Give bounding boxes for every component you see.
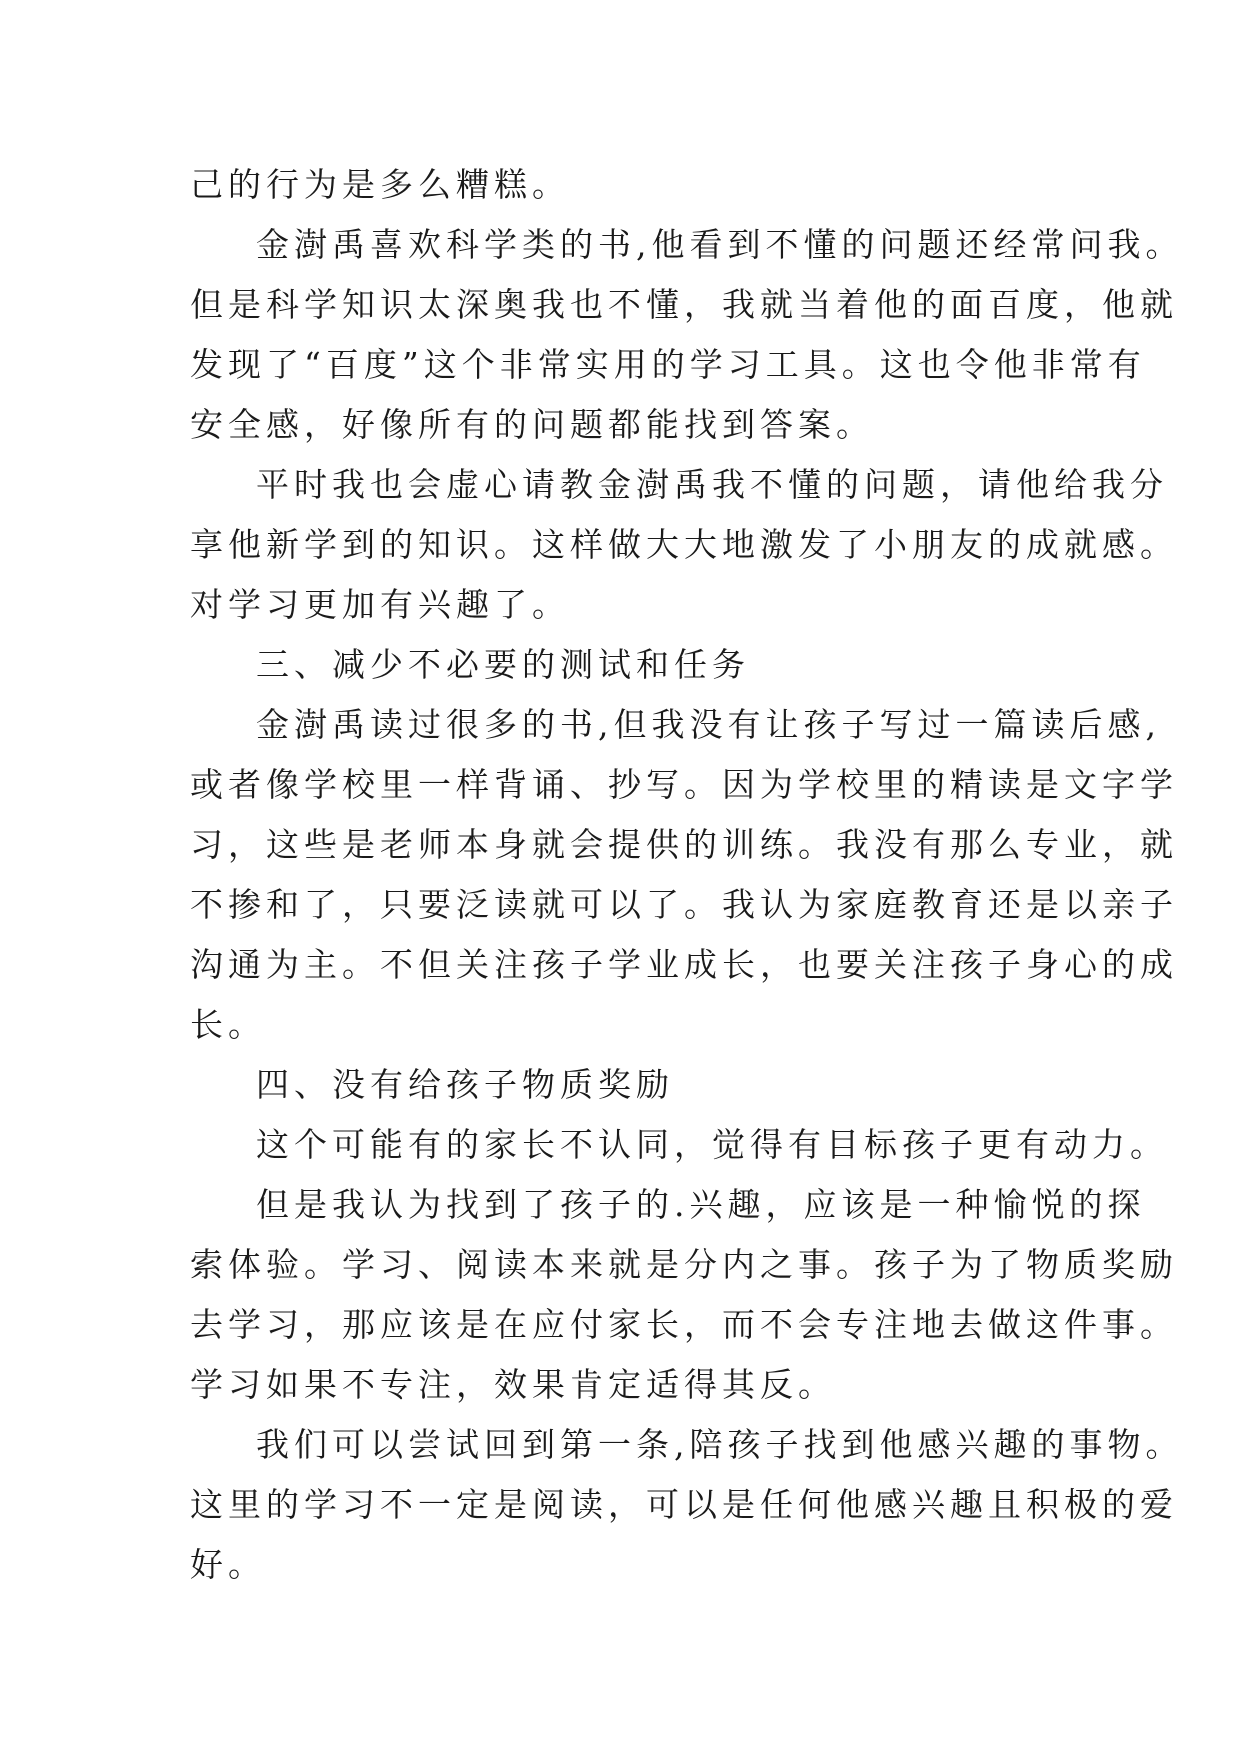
paragraph-start-line: 金澍禹喜欢科学类的书,他看到不懂的问题还经常问我。 [256,225,1184,264]
text-line: 索体验。学习、阅读本来就是分内之事。孩子为了物质奖励 [190,1245,1178,1284]
text-line: 对学习更加有兴趣了。 [190,585,570,624]
text-line: 沟通为主。不但关注孩子学业成长，也要关注孩子身心的成 [190,945,1178,984]
text-line: 己的行为是多么糟糕。 [190,165,570,204]
text-line: 安全感，好像所有的问题都能找到答案。 [190,405,874,444]
text-line: 习，这些是老师本身就会提供的训练。我没有那么专业，就 [190,825,1178,864]
paragraph-start-line: 我们可以尝试回到第一条,陪孩子找到他感兴趣的事物。 [256,1425,1184,1464]
body-text [190,155,1184,1595]
section-heading-3: 三、减少不必要的测试和任务 [256,645,750,684]
text-line: 好。 [190,1545,266,1584]
paragraph-start-line: 平时我也会虚心请教金澍禹我不懂的问题，请他给我分 [256,465,1168,504]
paragraph-start-line: 金澍禹读过很多的书,但我没有让孩子写过一篇读后感, [256,705,1161,744]
section-heading-4: 四、没有给孩子物质奖励 [256,1065,674,1104]
text-line: 但是科学知识太深奥我也不懂，我就当着他的面百度，他就 [190,285,1178,324]
text-line: 或者像学校里一样背诵、抄写。因为学校里的精读是文字学 [190,765,1178,804]
text-line: 不掺和了，只要泛读就可以了。我认为家庭教育还是以亲子 [190,885,1178,924]
text-line: 享他新学到的知识。这样做大大地激发了小朋友的成就感。 [190,525,1178,564]
text-line: 这里的学习不一定是阅读，可以是任何他感兴趣且积极的爱 [190,1485,1178,1524]
paragraph-start-line: 但是我认为找到了孩子的.兴趣，应该是一种愉悦的探 [256,1185,1146,1224]
text-line: 学习如果不专注，效果肯定适得其反。 [190,1365,836,1404]
text-line: 发现了“百度”这个非常实用的学习工具。这也令他非常有 [190,345,1146,384]
paragraph-start-line: 这个可能有的家长不认同，觉得有目标孩子更有动力。 [256,1125,1168,1164]
text-line: 去学习，那应该是在应付家长，而不会专注地去做这件事。 [190,1305,1178,1344]
text-line: 长。 [190,1005,266,1044]
